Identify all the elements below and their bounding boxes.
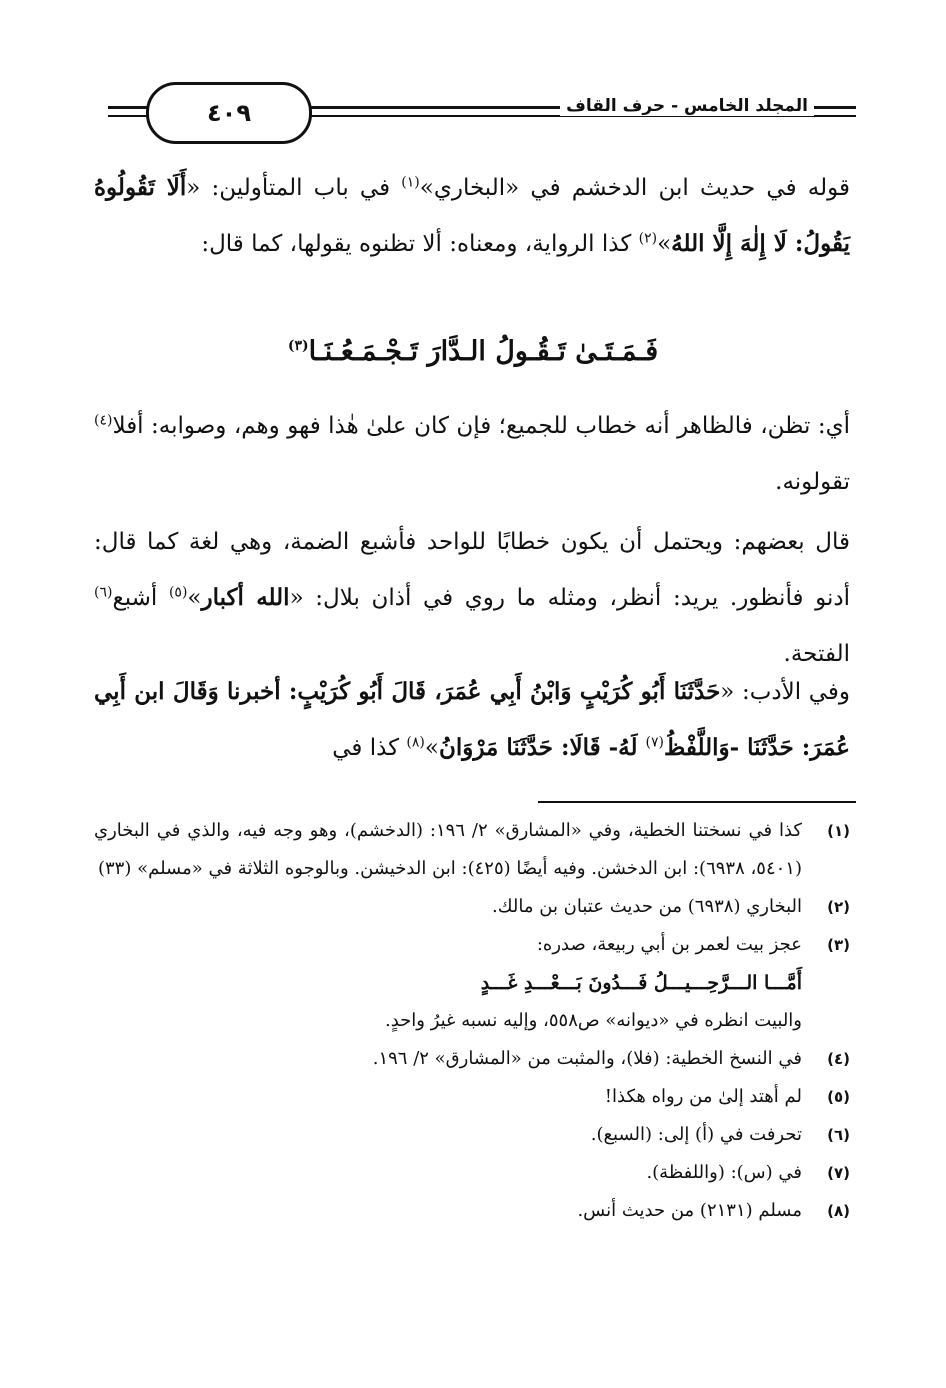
footnote-ref-3: (٣) (287, 338, 309, 354)
p3-text-3: أشبع (112, 585, 169, 611)
footnote-text: لم أهتد إلىٰ من رواه هكذا! (604, 1086, 802, 1107)
footnote-ref-6: (٦) (94, 584, 113, 601)
footnote-number: (١) (827, 822, 850, 840)
footnote-text: في النسخ الخطية: (فلا)، والمثبت من «المشارق» ٢/ ١٩٦. (372, 1048, 802, 1069)
footnote-8 (94, 1192, 850, 1230)
p3-text-1: قال بعضهم: ويحتمل أن يكون خطابًا للواحد فأشبع الضمة، وهي لغة كما قال: أدنو فأنظور. يريد: أنظر، ومثله ما روي في أذان بلال: « (94, 529, 851, 611)
running-title: المجلد الخامس - حرف القاف (560, 96, 814, 116)
paragraph-2 (94, 398, 850, 510)
footnote-number: (٣) (827, 936, 850, 954)
header-rule-left-top (108, 106, 148, 109)
footnote-text: عجز بيت لعمر بن أبي ربيعة، صدره: (536, 934, 802, 955)
footnote-ref-2: (٢) (638, 230, 658, 247)
footnote-number: (٤) (827, 1050, 850, 1068)
footnote-number: (٢) (827, 898, 850, 916)
footnote-1 (94, 812, 850, 888)
paragraph-1 (94, 160, 850, 272)
header-rule-left-bottom (108, 115, 148, 117)
p4-isnad-2: لَهُ- قَالَا: حَدَّثَنَا مَرْوَانُ (438, 734, 646, 761)
verse-line (0, 324, 946, 380)
p4-isnad-1: حَدَّثَنَا أَبُو كُرَيْبٍ وَابْنُ أَبِي عُمَرَ، قَالَ أَبُو كُرَيْبٍ: أخبرنا وَقَالَ ابن أَبِي عُمَرَ: حَدَّثَنَا -وَاللَّفْظُ (94, 678, 850, 761)
footnotes (94, 812, 850, 1230)
footnote-6 (94, 1116, 850, 1154)
footnote-4 (94, 1040, 850, 1078)
p2-text-1: أي: تظن، فالظاهر أنه خطاب للجميع؛ فإن كان علىٰ هٰذا فهو وهم، وصوابه: أفلا (112, 413, 851, 439)
footnote-text: في (س): (واللفظة). (646, 1162, 802, 1183)
page-number: ٤٠٩ (207, 99, 251, 127)
p1-text-2: في باب المتأولين: « (186, 175, 402, 201)
footnote-number: (٨) (827, 1202, 850, 1220)
p1-text-3: » (657, 231, 672, 257)
p3-text-4: الفتحة. (783, 641, 850, 667)
footnote-ref-5: (٥) (168, 584, 188, 601)
footnote-text: مسلم (٢١٣١) من حديث أنس. (577, 1200, 802, 1221)
footnote-number: (٦) (827, 1126, 850, 1144)
footnote-text: تحرفت في (أ) إلى: (السبع). (590, 1124, 802, 1145)
footnote-verse: أَمَّـــا الـــرَّحِـــيـــلُ فَـــدُونَ بَـــعْـــدِ غَـــدٍ (480, 972, 802, 994)
p3-text-2: » (187, 585, 202, 611)
p4-text-3: كذا في (332, 735, 407, 761)
footnote-number: (٥) (827, 1088, 850, 1106)
verse-text: فَـمَـتَـىٰ تَـقُـولُ الـدَّارَ تَـجْـمَـعُـنَـا (308, 336, 659, 367)
p1-hadith-quote: أَلَا تَقُولُوهُ يَقُولُ: لَا إِلٰهَ إِلَّا اللهُ (94, 174, 850, 257)
footnote-ref-8: (٨) (406, 734, 425, 751)
footnote-ref-4: (٤) (94, 412, 113, 429)
footnote-separator (538, 801, 856, 803)
footnote-3 (94, 926, 850, 1040)
paragraph-3 (94, 514, 850, 682)
footnote-2 (94, 888, 850, 926)
p2-text-2: تقولونه. (775, 469, 850, 495)
page-header (108, 82, 856, 142)
footnote-5 (94, 1078, 850, 1116)
p1-text-1: قوله في حديث ابن الدخشم في «البخاري» (419, 175, 851, 201)
footnote-ref-1: (١) (401, 174, 420, 191)
p4-text-2: » (424, 735, 439, 761)
footnote-text-continued: والبيت انظره في «ديوانه» ص٥٥٨، وإليه نسبه غيرُ واحدٍ. (384, 1010, 802, 1031)
footnote-text: كذا في نسختنا الخطية، وفي «المشارق» ٢/ ١٩٦: (الدخشم)، وهو وجه فيه، والذي في البخاري (٥٤٠١، ٦٩٣٨): ابن الدخشن. وفيه أيضًا (٤٢٥): ابن الدخيشن. وبالوجوه الثلاثة في «مسلم» (٣٣) (94, 820, 802, 879)
page-number-badge (146, 82, 312, 144)
footnote-number: (٧) (827, 1164, 850, 1182)
footnote-text: البخاري (٦٩٣٨) من حديث عتبان بن مالك. (492, 896, 802, 917)
p3-adhan-quote: الله أكبار (201, 584, 290, 611)
p4-text-1: وفي الأدب: « (720, 679, 851, 705)
footnote-7 (94, 1154, 850, 1192)
p1-text-4: كذا الرواية، ومعناه: ألا تظنوه يقولها، كما قال: (201, 231, 639, 257)
footnote-ref-7: (٧) (645, 734, 664, 751)
paragraph-4 (94, 664, 850, 776)
